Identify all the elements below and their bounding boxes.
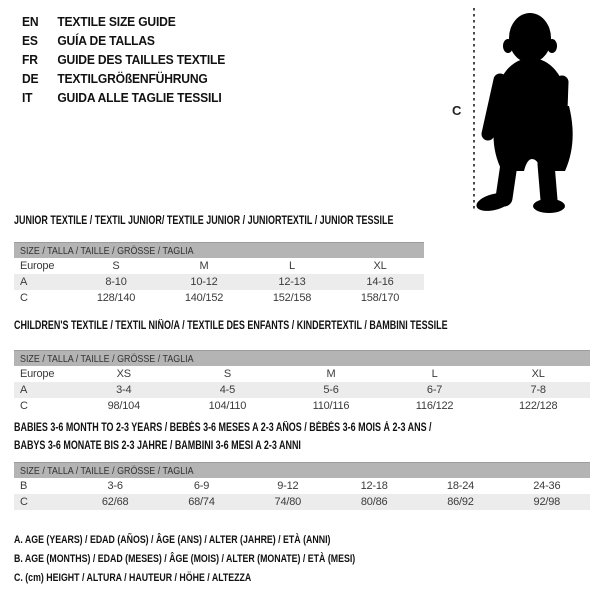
table-row <box>14 398 590 414</box>
cell: 14-16 <box>366 276 394 288</box>
cell: 6-7 <box>426 384 443 396</box>
baby-silhouette <box>475 13 573 214</box>
row-label: C <box>20 400 28 412</box>
children-size-table <box>14 350 590 414</box>
row-label: Europe <box>20 368 55 380</box>
cell: 92/98 <box>533 496 561 508</box>
lang-row-de <box>22 69 225 88</box>
cell: 9-12 <box>277 480 299 492</box>
children-table-header-label: SIZE / TALLA / TAILLE / GRÖSSE / TAGLIA <box>20 352 194 365</box>
cell: 86/92 <box>447 496 474 508</box>
note-age-months: B. AGE (MONTHS) / EDAD (MESES) / ÂGE (MOIS) / ALTER (MONATE) / ETÀ (MESI) <box>14 553 356 565</box>
legend-notes <box>14 531 441 588</box>
cell: 8-10 <box>105 276 127 288</box>
table-row <box>14 290 424 306</box>
cell: L <box>431 368 438 380</box>
cell: 18-24 <box>446 480 475 492</box>
table-row <box>14 366 590 382</box>
cell: 12-13 <box>278 276 306 288</box>
lang-title-it: GUIDA ALLE TAGLIE TESSILI <box>57 90 222 105</box>
cell: 80/86 <box>360 496 388 508</box>
cell: 62/68 <box>101 496 129 508</box>
cell: S <box>112 260 120 272</box>
lang-code-fr: FR <box>22 52 38 67</box>
cell: 10-12 <box>190 276 218 288</box>
lang-code-it: IT <box>22 90 33 105</box>
lang-row-en <box>22 12 225 31</box>
row-label: A <box>20 384 28 396</box>
cell: XL <box>531 368 545 380</box>
table-row <box>14 494 590 510</box>
row-label: A <box>20 276 28 288</box>
lang-code-de: DE <box>22 71 39 86</box>
lang-title-en: TEXTILE SIZE GUIDE <box>57 14 176 29</box>
row-label: C <box>20 292 28 304</box>
row-label: Europe <box>20 260 55 272</box>
table-row <box>14 258 424 274</box>
table-row <box>14 478 590 494</box>
cell: 158/170 <box>360 292 400 304</box>
cell: 12-18 <box>360 480 388 492</box>
cell: 128/140 <box>96 292 136 304</box>
babies-table-header-bar <box>14 463 590 479</box>
baby-silhouette-figure <box>440 4 595 216</box>
cell: 98/104 <box>107 400 141 412</box>
junior-size-table <box>14 242 424 306</box>
lang-row-es <box>22 31 225 50</box>
row-label: C <box>20 496 28 508</box>
babies-size-table <box>14 462 590 510</box>
cell: 4-5 <box>219 384 236 396</box>
cell: 7-8 <box>530 384 546 396</box>
cell: S <box>223 368 231 380</box>
height-label-c: C <box>452 103 462 118</box>
note-age-years: A. AGE (YEARS) / EDAD (AÑOS) / ÂGE (ANS) / ALTER (JAHRE) / ETÀ (ANNI) <box>14 534 331 546</box>
cell: 6-9 <box>193 480 210 492</box>
babies-table-header-label: SIZE / TALLA / TAILLE / GRÖSSE / TAGLIA <box>20 464 194 477</box>
cell: 140/152 <box>184 292 224 304</box>
cell: M <box>326 368 336 380</box>
cell: 5-6 <box>323 384 339 396</box>
lang-title-de: TEXTILGRÖßENFÜHRUNG <box>57 71 208 86</box>
table-row <box>14 274 424 290</box>
lang-code-en: EN <box>22 14 39 29</box>
children-section-heading: CHILDREN'S TEXTILE / TEXTIL NIÑO/A / TEXTILE DES ENFANTS / KINDERTEXTIL / BAMBINI TESSILE <box>14 320 448 332</box>
cell: 110/116 <box>312 400 350 412</box>
cell: 152/158 <box>272 292 312 304</box>
cell: XL <box>373 260 387 272</box>
lang-code-es: ES <box>22 33 38 48</box>
cell: 122/128 <box>519 400 558 412</box>
cell: 104/110 <box>208 400 247 412</box>
junior-table-header-label: SIZE / TALLA / TAILLE / GRÖSSE / TAGLIA <box>20 244 194 257</box>
cell: 74/80 <box>274 496 302 508</box>
cell: 3-4 <box>116 384 132 396</box>
cell: 24-36 <box>533 480 561 492</box>
cell: 68/74 <box>188 496 215 508</box>
cell: 3-6 <box>107 480 123 492</box>
row-label: B <box>20 480 28 492</box>
lang-title-es: GUÍA DE TALLAS <box>57 33 155 48</box>
children-table-header-bar <box>14 351 590 367</box>
lang-title-fr: GUIDE DES TAILLES TEXTILE <box>57 52 226 67</box>
junior-section-heading: JUNIOR TEXTILE / TEXTIL JUNIOR/ TEXTILE JUNIOR / JUNIORTEXTIL / JUNIOR TESSILE <box>14 215 394 227</box>
lang-row-it <box>22 88 225 107</box>
babies-section-heading-line1: BABIES 3-6 MONTH TO 2-3 YEARS / BEBÉS 3-6 MESES A 2-3 AÑOS / BÉBÉS 3-6 MOIS À 2-3 ANS / <box>14 422 432 434</box>
babies-section-heading-line2: BABYS 3-6 MONATE BIS 2-3 JAHRE / BAMBINI 3-6 MESI A 2-3 ANNI <box>14 440 301 452</box>
table-row <box>14 382 590 398</box>
cell: 116/122 <box>415 400 454 412</box>
cell: XS <box>116 368 131 380</box>
cell: M <box>199 260 209 272</box>
language-title-list <box>22 12 225 107</box>
note-height-cm: C. (cm) HEIGHT / ALTURA / HAUTEUR / HÖHE / ALTEZZA <box>14 572 252 584</box>
cell: L <box>289 260 295 272</box>
lang-row-fr <box>22 50 225 69</box>
junior-table-header-bar <box>14 243 424 259</box>
